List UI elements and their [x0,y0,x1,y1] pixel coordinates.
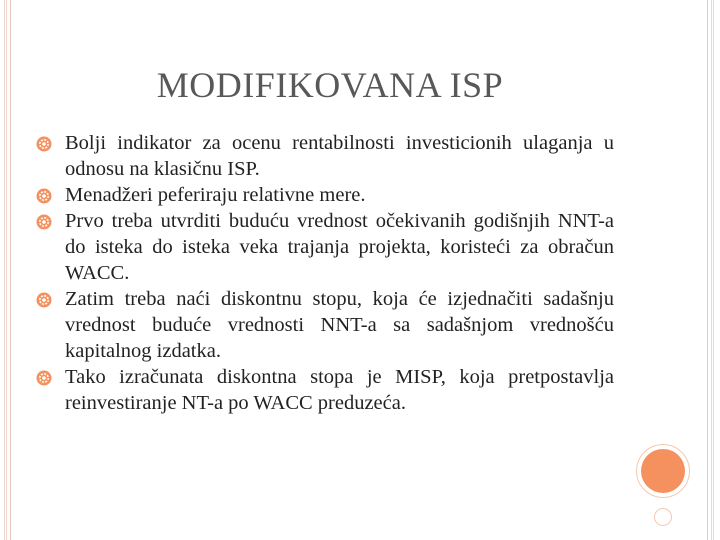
bullet-text: Menadžeri peferiraju relativne mere. [65,184,366,206]
bullet-list [36,130,614,416]
gear-bullet-icon [36,188,52,204]
bullet-text: Bolji indikator za ocenu rentabilnosti investicionih ulaganja u odnosu na klasičnu ISP. [65,132,614,180]
slide-title: MODIFIKOVANA ISP [156,65,504,105]
bullet-item [36,182,614,208]
bullet-text: Prvo treba utvrditi buduću vrednost očekivanih godišnjih NNT-a do isteka do isteka veka trajanja projekta, koristeći za obračun WACC. [65,210,614,284]
decorative-circle-large [641,449,685,493]
bullet-text: Zatim treba naći diskontnu stopu, koja će izjednačiti sadašnju vrednost buduće vrednosti NNT-a sa sadašnjom vrednošću kapitalnog izdatka. [65,288,614,362]
gear-bullet-icon [36,292,52,308]
bullet-item [36,286,614,364]
decorative-circle-small [654,508,672,526]
gear-bullet-icon [36,136,52,152]
gear-bullet-icon [36,214,52,230]
bullet-item [36,364,614,416]
bullet-text: Tako izračunata diskontna stopa je MISP, koja pretpostavlja reinvestiranje NT-a po WACC preduzeća. [65,366,614,414]
bullet-item [36,208,614,286]
gear-bullet-icon [36,370,52,386]
bullet-item [36,130,614,182]
